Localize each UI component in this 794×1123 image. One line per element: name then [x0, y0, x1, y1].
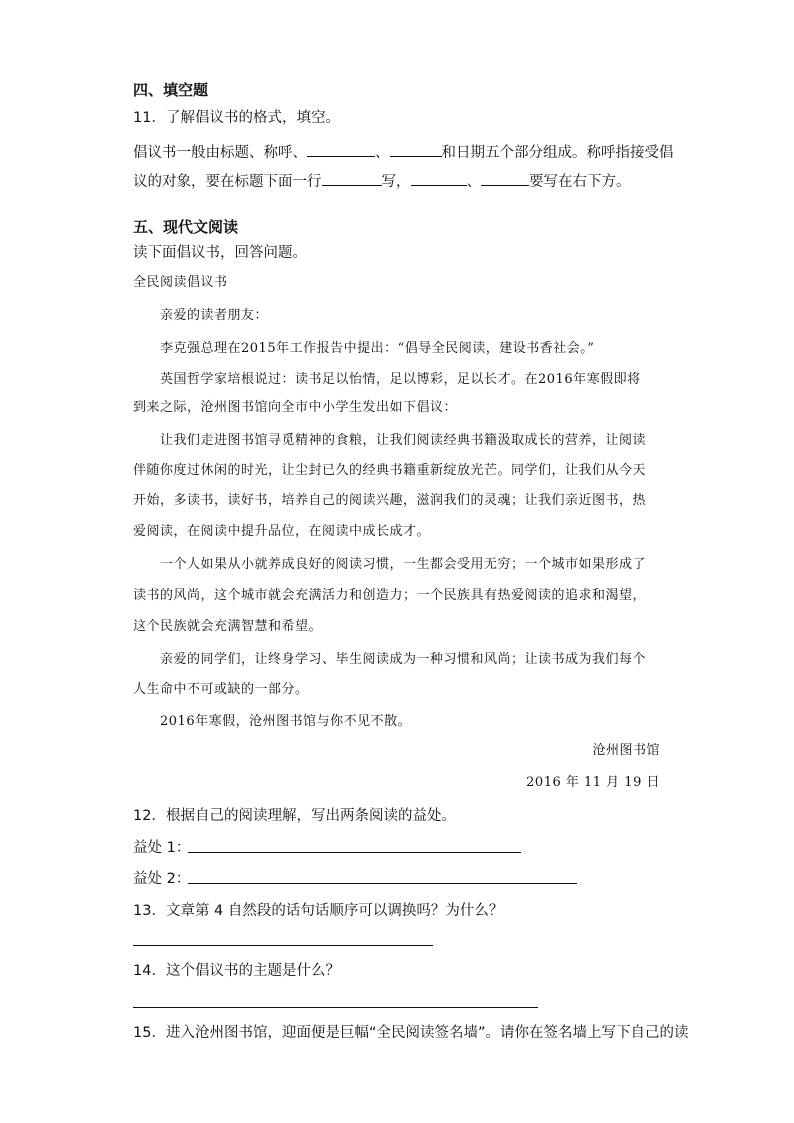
passage-paragraph-3-line-4: 爱阅读，在阅读中提升品位，在阅读中成长成才。: [133, 524, 431, 539]
q11-blank-5[interactable]: [481, 171, 529, 186]
passage-paragraph-3-line-2: 伴随你度过休闲的时光，让尘封已久的经典书籍重新绽放光芒。同学们，让我们从今天: [133, 463, 647, 478]
q11-blank-1[interactable]: [307, 142, 375, 157]
q11-line-1: [133, 142, 674, 163]
passage-title: 全民阅读倡议书: [133, 275, 228, 290]
q12-answer-line-1[interactable]: [188, 852, 521, 853]
q12-benefit-2-label: 益处 2：: [133, 871, 191, 887]
section-4-heading: 四、填空题: [133, 81, 209, 99]
q11-text-d: 议的对象，要在标题下面一行: [133, 174, 322, 190]
passage-paragraph-5-line-2: 人生命中不可或缺的一部分。: [133, 682, 309, 697]
q12-answer-line-2[interactable]: [188, 883, 577, 884]
passage-paragraph-3-line-3: 开始，多读书，读好书，培养自己的阅读兴趣，滋润我们的灵魂；让我们亲近图书，热: [133, 493, 647, 508]
q11-text-c: 和日期五个部分组成。称呼指接受倡: [441, 145, 674, 161]
passage-paragraph-5-line-1: 亲爱的同学们，让终身学习、毕生阅读成为一种习惯和风尚；让读书成为我们每个: [160, 652, 647, 667]
q15-stem: 15．进入沧州图书馆，迎面便是巨幅“全民阅读签名墙”。请你在签名墙上写下自己的读: [133, 1025, 689, 1041]
q13-answer-line[interactable]: [133, 945, 433, 946]
passage-paragraph-4-line-2: 读书的风尚，这个城市就会充满活力和创造力；一个民族具有热爱阅读的追求和渴望，: [133, 588, 647, 603]
q11-blank-2[interactable]: [390, 142, 442, 157]
passage-paragraph-1: 李克强总理在2015年工作报告中提出：“倡导全民阅读，建设书香社会。”: [160, 341, 595, 356]
passage-paragraph-4-line-3: 这个民族就会充满智慧和希望。: [133, 619, 323, 634]
q12-stem: 12．根据自己的阅读理解，写出两条阅读的益处。: [133, 808, 456, 824]
q11-line-2: [133, 171, 631, 192]
q11-text-g: 要写在右下方。: [529, 174, 631, 190]
q11-blank-4[interactable]: [411, 171, 467, 186]
reading-intro: 读下面倡议书，回答问题。: [133, 245, 307, 261]
q11-text-b: 、: [375, 145, 390, 161]
q11-blank-3[interactable]: [322, 171, 382, 186]
passage-paragraph-4-line-1: 一个人如果从小就养成良好的阅读习惯，一生都会受用无穷；一个城市如果形成了: [160, 557, 647, 572]
q14-stem: 14．这个倡议书的主题是什么？: [133, 963, 340, 979]
passage-paragraph-2-line-1: 英国哲学家培根说过：读书足以怡情，足以博彩，足以长才。在2016年寒假即将: [160, 372, 641, 387]
passage-paragraph-3-line-1: 让我们走进图书馆寻觅精神的食粮，让我们阅读经典书籍汲取成长的营养，让阅读: [160, 433, 647, 448]
passage-paragraph-6: 2016年寒假，沧州图书馆与你不见不散。: [160, 714, 412, 729]
passage-signature: 沧州图书馆: [592, 743, 660, 758]
q11-text-f: 、: [466, 174, 481, 190]
passage-paragraph-2-line-2: 到来之际，沧州图书馆向全市中小学生发出如下倡议：: [133, 400, 458, 415]
section-5-heading: 五、现代文阅读: [133, 218, 239, 236]
q13-stem: 13．文章第 4 自然段的话句话顺序可以调换吗？为什么？: [133, 903, 504, 919]
passage-greeting: 亲爱的读者朋友：: [160, 308, 269, 323]
q12-benefit-1-label: 益处 1：: [133, 840, 191, 856]
q11-text-e: 写，: [381, 174, 411, 190]
passage-date: 2016 年 11 月 19 日: [526, 775, 660, 790]
q11-text-a: 倡议书一般由标题、称呼、: [133, 145, 307, 161]
q11-stem: 11．了解倡议书的格式，填空。: [133, 110, 340, 126]
q14-answer-line[interactable]: [133, 1007, 538, 1008]
